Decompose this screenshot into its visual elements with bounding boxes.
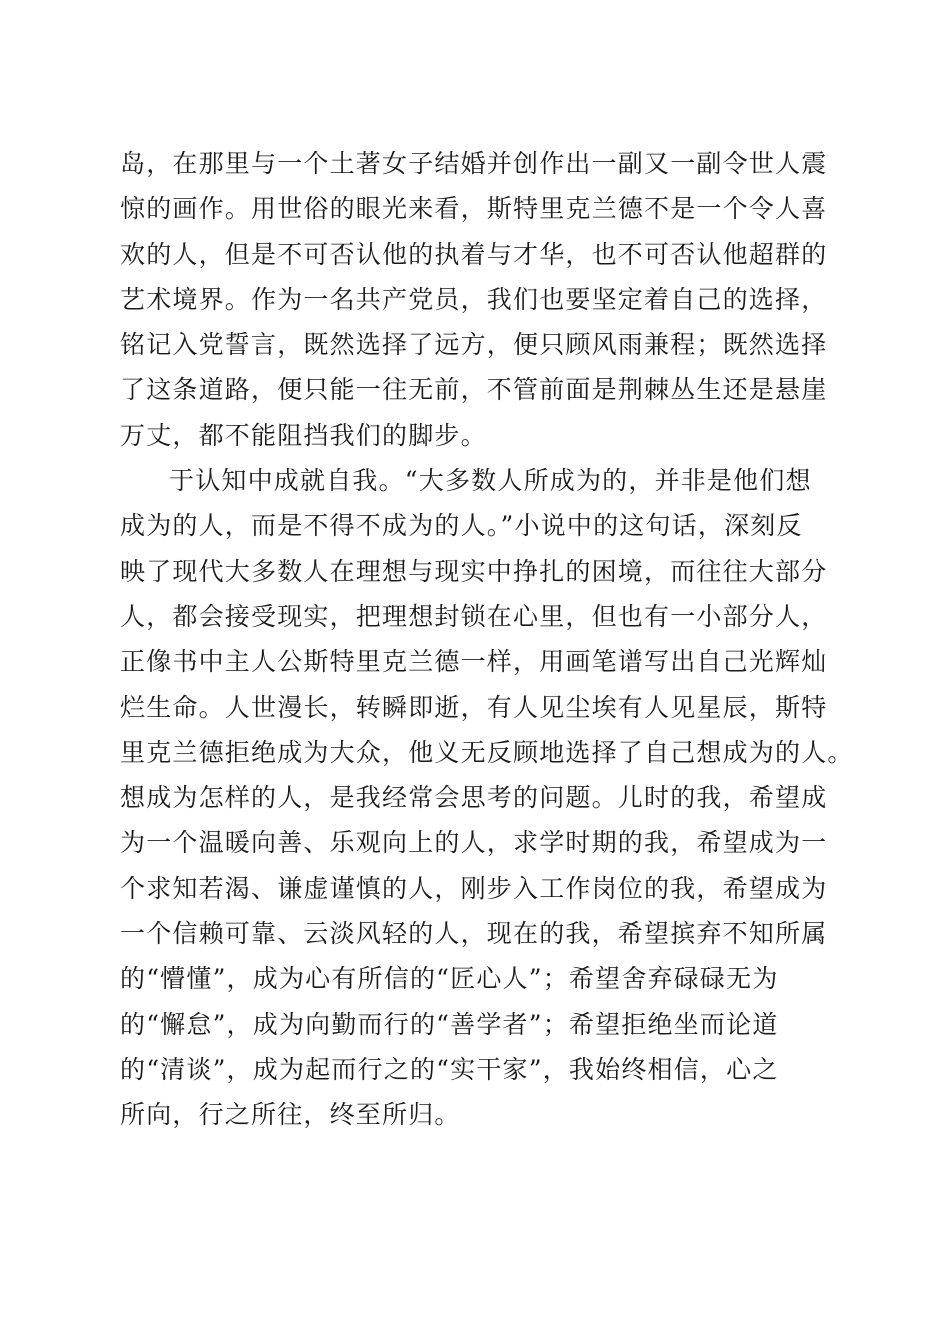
paragraph-1-line-6: 了这条道路，便只能一往无前，不管前面是荆棘丛生还是悬崖 [120, 375, 828, 405]
paragraph-2-line-14: 的“清谈”，成为起而行之的“实干家”，我始终相信，心之 [120, 1054, 779, 1084]
paragraph-2-line-4: 人，都会接受现实，把理想封锁在心里，但也有一小部分人， [120, 601, 828, 631]
paragraph-2-line-1: 于认知中成就自我。“大多数人所成为的，并非是他们想 [169, 466, 812, 496]
paragraph-2-line-3: 映了现代大多数人在理想与现实中挣扎的困境，而往往大部分 [120, 556, 828, 586]
paragraph-2-line-5: 正像书中主人公斯特里克兰德一样，用画笔谱写出自己光辉灿 [120, 647, 828, 677]
paragraph-2-line-8: 想成为怎样的人，是我经常会思考的问题。儿时的我，希望成 [120, 783, 828, 813]
paragraph-2-line-9: 为一个温暖向善、乐观向上的人，求学时期的我，希望成为一 [120, 828, 828, 858]
paragraph-2-line-7: 里克兰德拒绝成为大众，他义无反顾地选择了自己想成为的人。 [120, 737, 854, 767]
paragraph-1-line-5: 铭记入党誓言，既然选择了远方，便只顾风雨兼程；既然选择 [120, 330, 828, 360]
paragraph-2-line-12: 的“懵懂”，成为心有所信的“匠心人”；希望舍弃碌碌无为 [120, 964, 779, 994]
paragraph-1-line-4: 艺术境界。作为一名共产党员，我们也要坚定着自己的选择， [120, 284, 828, 314]
paragraph-2-line-6: 烂生命。人世漫长，转瞬即逝，有人见尘埃有人见星辰，斯特 [120, 692, 828, 722]
paragraph-2-line-10: 个求知若渴、谦虚谨慎的人，刚步入工作岗位的我，希望成为 [120, 873, 828, 903]
paragraph-1-line-3: 欢的人，但是不可否认他的执着与才华，也不可否认他超群的 [120, 239, 828, 269]
paragraph-2-line-15: 所向，行之所往，终至所归。 [120, 1100, 461, 1130]
paragraph-1-line-1: 岛，在那里与一个土著女子结婚并创作出一副又一副令世人震 [120, 149, 828, 178]
paragraph-2-line-2: 成为的人，而是不得不成为的人。”小说中的这句话，深刻反 [120, 511, 803, 541]
paragraph-1-line-7: 万丈，都不能阻挡我们的脚步。 [120, 420, 487, 450]
document-body [120, 141, 854, 1138]
paragraph-1-line-2: 惊的画作。用世俗的眼光来看，斯特里克兰德不是一个令人喜 [120, 194, 828, 224]
paragraph-2-line-11: 一个信赖可靠、云淡风轻的人，现在的我，希望摈弃不知所属 [120, 919, 828, 949]
paragraph-2-line-13: 的“懈怠”，成为向勤而行的“善学者”；希望拒绝坐而论道 [120, 1009, 779, 1039]
